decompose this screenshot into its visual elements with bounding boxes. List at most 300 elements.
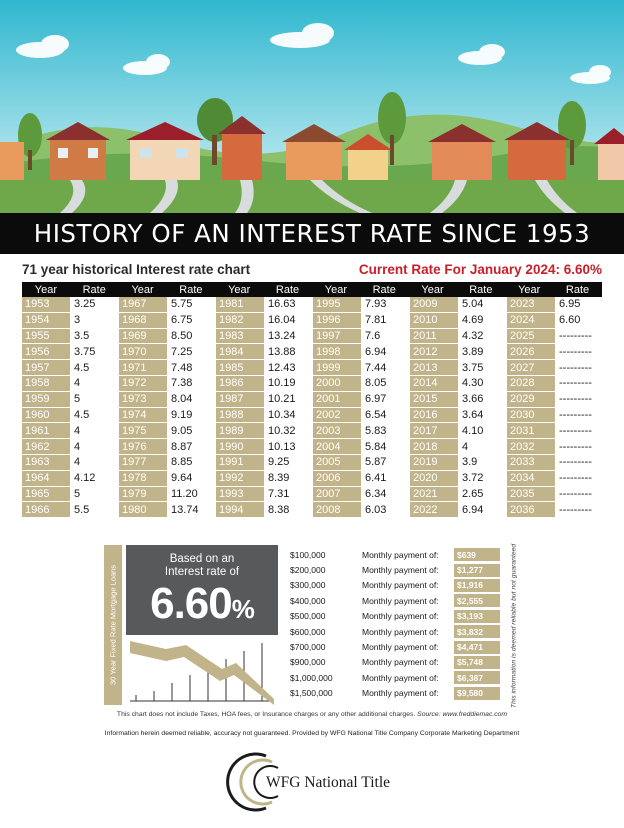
payment-value: $9,580 [454, 687, 500, 700]
payment-value: $3,832 [454, 625, 500, 638]
table-row [410, 487, 507, 503]
year-cell: 1995 [313, 297, 361, 313]
table-column-group [216, 297, 313, 518]
rate-cell: 6.34 [361, 487, 410, 503]
payment-row [290, 624, 520, 639]
rate-cell: 4.10 [458, 423, 507, 439]
year-cell: 2033 [507, 455, 555, 471]
year-cell: 2025 [507, 329, 555, 345]
year-cell: 1953 [22, 297, 70, 313]
loan-type-text: 30 Year Fixed Rate Mortgage Loans [108, 564, 118, 686]
rate-cell: 10.32 [264, 423, 313, 439]
table-row [410, 329, 507, 345]
based-on-text: Based on an Interest rate of [164, 553, 240, 578]
rate-cell: --------- [555, 408, 604, 424]
year-cell: 1996 [313, 313, 361, 329]
payment-row [290, 655, 520, 670]
header-year: Year [34, 283, 58, 296]
rate-cell: 6.41 [361, 471, 410, 487]
table-row [119, 408, 216, 424]
year-cell: 2015 [410, 392, 458, 408]
table-row [216, 487, 313, 503]
rate-cell: 6.60 [555, 313, 604, 329]
table-row [216, 376, 313, 392]
rate-cell: 3.25 [70, 297, 119, 313]
chart-subtitle: 71 year historical Interest rate chart [22, 261, 251, 277]
payment-label: Monthly payment of: [362, 626, 439, 637]
year-cell: 2001 [313, 392, 361, 408]
year-cell: 1980 [119, 502, 167, 518]
payment-row [290, 593, 520, 608]
year-cell: 1989 [216, 423, 264, 439]
year-cell: 2026 [507, 344, 555, 360]
table-row [313, 297, 410, 313]
rate-cell: 3.72 [458, 471, 507, 487]
table-row [216, 423, 313, 439]
rate-cell: 13.74 [167, 502, 216, 518]
year-cell: 1957 [22, 360, 70, 376]
rate-cell: --------- [555, 344, 604, 360]
table-row [507, 344, 604, 360]
rate-cell: 4.30 [458, 376, 507, 392]
payment-row [290, 639, 520, 654]
year-cell: 2014 [410, 376, 458, 392]
table-body [22, 297, 602, 518]
rate-cell: 5.84 [361, 439, 410, 455]
provided-by-note: Information herein deemed reliable, accuracy not guaranteed. Provided by WFG National Title Company Corporate Marketing Department [104, 730, 520, 737]
table-row [507, 329, 604, 345]
year-cell: 1956 [22, 344, 70, 360]
year-cell: 2019 [410, 455, 458, 471]
year-cell: 1955 [22, 329, 70, 345]
rate-table [22, 282, 602, 518]
table-row [507, 297, 604, 313]
rate-cell: 8.50 [167, 329, 216, 345]
table-row [22, 455, 119, 471]
year-cell: 2029 [507, 392, 555, 408]
table-row [216, 439, 313, 455]
rate-cell: 8.39 [264, 471, 313, 487]
year-cell: 2005 [313, 455, 361, 471]
loan-type-label [104, 545, 122, 705]
rate-cell: 4 [70, 455, 119, 471]
rate-cell: 11.20 [167, 487, 216, 503]
year-cell: 1961 [22, 423, 70, 439]
year-cell: 2016 [410, 408, 458, 424]
loan-amount: $500,000 [290, 611, 326, 622]
year-cell: 2018 [410, 439, 458, 455]
table-row [507, 502, 604, 518]
table-row [410, 376, 507, 392]
rate-cell: 6.94 [361, 344, 410, 360]
year-cell: 1959 [22, 392, 70, 408]
rate-cell: 8.04 [167, 392, 216, 408]
rate-cell: --------- [555, 329, 604, 345]
table-row [119, 392, 216, 408]
table-column-group [507, 297, 604, 518]
year-cell: 1986 [216, 376, 264, 392]
loan-amount: $1,000,000 [290, 672, 333, 683]
rate-cell: 5.83 [361, 423, 410, 439]
header-rate: Rate [82, 283, 106, 296]
rate-cell: 5.5 [70, 502, 119, 518]
chart-footnote: This chart does not include Taxes, HOA fees, or Insurance charges or any other additional charges. Source: www.freddiemac.com [116, 711, 508, 718]
payment-row [290, 686, 520, 701]
table-row [119, 439, 216, 455]
rate-cell: 3.5 [70, 329, 119, 345]
header-year: Year [324, 283, 347, 296]
rate-cell: 7.48 [167, 360, 216, 376]
year-cell: 1993 [216, 487, 264, 503]
rate-cell: 3.75 [70, 344, 119, 360]
table-row [22, 408, 119, 424]
year-cell: 1968 [119, 313, 167, 329]
rate-cell: 2.65 [458, 487, 507, 503]
table-row [410, 408, 507, 424]
table-row [410, 297, 507, 313]
year-cell: 1978 [119, 471, 167, 487]
rate-cell: 3.9 [458, 455, 507, 471]
payment-label: Monthly payment of: [362, 611, 439, 622]
table-row [216, 455, 313, 471]
rate-cell: 9.05 [167, 423, 216, 439]
table-column-group [22, 297, 119, 518]
table-row [216, 408, 313, 424]
year-cell: 2022 [410, 502, 458, 518]
rate-cell: --------- [555, 423, 604, 439]
table-row [410, 502, 507, 518]
rate-cell: 7.93 [361, 297, 410, 313]
table-row [313, 408, 410, 424]
rate-cell: 13.88 [264, 344, 313, 360]
current-rate-label: Current Rate For January 2024: 6.60% [358, 261, 602, 277]
payment-row [290, 578, 520, 593]
year-cell: 2035 [507, 487, 555, 503]
rate-cell: 12.43 [264, 360, 313, 376]
table-row [216, 502, 313, 518]
header-rate: Rate [179, 283, 203, 296]
year-cell: 1962 [22, 439, 70, 455]
rate-cell: 4 [70, 376, 119, 392]
table-row [119, 329, 216, 345]
rate-cell: 4 [458, 439, 507, 455]
rate-cell: 10.19 [264, 376, 313, 392]
header-rate: Rate [469, 283, 493, 296]
table-row [216, 329, 313, 345]
table-row [313, 313, 410, 329]
year-cell: 2021 [410, 487, 458, 503]
table-row [22, 344, 119, 360]
table-row [313, 471, 410, 487]
table-row [410, 392, 507, 408]
rate-cell: 5.04 [458, 297, 507, 313]
rate-cell: 4 [70, 423, 119, 439]
rate-cell: 5 [70, 392, 119, 408]
rate-cell: 6.75 [167, 313, 216, 329]
table-row [410, 439, 507, 455]
year-cell: 1999 [313, 360, 361, 376]
table-row [507, 392, 604, 408]
rate-cell: 7.38 [167, 376, 216, 392]
table-row [507, 423, 604, 439]
page-title: HISTORY OF AN INTEREST RATE SINCE 1953 [0, 213, 624, 254]
header-rate: Rate [275, 283, 300, 296]
rate-cell: 8.87 [167, 439, 216, 455]
table-row [410, 455, 507, 471]
subtitle-row [22, 259, 602, 279]
table-row [22, 423, 119, 439]
table-row [22, 376, 119, 392]
payment-row [290, 547, 520, 562]
rate-cell: 3 [70, 313, 119, 329]
payment-row [290, 609, 520, 624]
year-cell: 2007 [313, 487, 361, 503]
year-cell: 2036 [507, 502, 555, 518]
table-row [507, 487, 604, 503]
loan-amount: $300,000 [290, 580, 326, 591]
table-row [119, 471, 216, 487]
year-cell: 2004 [313, 439, 361, 455]
rate-cell: 3.64 [458, 408, 507, 424]
table-row [216, 360, 313, 376]
payment-label: Monthly payment of: [362, 580, 439, 591]
year-cell: 1965 [22, 487, 70, 503]
payment-row [290, 670, 520, 685]
payment-list [290, 543, 520, 709]
table-row [507, 471, 604, 487]
table-row [507, 439, 604, 455]
trend-graphic [126, 635, 278, 707]
table-row [216, 392, 313, 408]
table-row [22, 329, 119, 345]
table-row [22, 360, 119, 376]
big-rate: 6.60% [150, 579, 254, 628]
year-cell: 1975 [119, 423, 167, 439]
loan-amount: $700,000 [290, 642, 326, 653]
table-row [313, 455, 410, 471]
rate-cell: 4.69 [458, 313, 507, 329]
table-row [216, 297, 313, 313]
year-cell: 2013 [410, 360, 458, 376]
year-cell: 2000 [313, 376, 361, 392]
table-header [22, 282, 602, 297]
rate-cell: --------- [555, 455, 604, 471]
year-cell: 2032 [507, 439, 555, 455]
payment-value: $1,916 [454, 579, 500, 592]
table-row [313, 487, 410, 503]
payment-value: $2,555 [454, 594, 500, 607]
rate-cell: 5 [70, 487, 119, 503]
loan-amount: $200,000 [290, 565, 326, 576]
payment-value: $639 [454, 548, 500, 561]
year-cell: 1967 [119, 297, 167, 313]
header-rate: Rate [372, 283, 396, 296]
rate-cell: --------- [555, 392, 604, 408]
rate-cell: 13.24 [264, 329, 313, 345]
rate-cell: 10.34 [264, 408, 313, 424]
header-rate: Rate [565, 283, 590, 296]
table-row [313, 344, 410, 360]
year-cell: 2009 [410, 297, 458, 313]
table-row [410, 423, 507, 439]
rate-cell: 4.5 [70, 408, 119, 424]
table-row [119, 423, 216, 439]
table-row [216, 344, 313, 360]
table-row [22, 392, 119, 408]
table-row [313, 360, 410, 376]
year-cell: 1964 [22, 471, 70, 487]
table-row [119, 297, 216, 313]
year-cell: 2030 [507, 408, 555, 424]
rate-cell: 6.97 [361, 392, 410, 408]
rate-cell: 6.95 [555, 297, 604, 313]
payment-value: $3,193 [454, 610, 500, 623]
hero-illustration [0, 0, 624, 213]
rate-cell: --------- [555, 360, 604, 376]
year-cell: 1990 [216, 439, 264, 455]
logo-text: WFG National Title [266, 774, 391, 791]
rate-cell: 5.75 [167, 297, 216, 313]
table-row [313, 329, 410, 345]
rate-cell: 9.19 [167, 408, 216, 424]
year-cell: 2027 [507, 360, 555, 376]
rate-cell: --------- [555, 502, 604, 518]
table-row [119, 313, 216, 329]
year-cell: 2020 [410, 471, 458, 487]
table-column-group [119, 297, 216, 518]
loan-amount: $600,000 [290, 626, 326, 637]
year-cell: 2034 [507, 471, 555, 487]
loan-amount: $100,000 [290, 549, 326, 560]
table-row [313, 502, 410, 518]
rate-cell: 7.6 [361, 329, 410, 345]
rate-cell: 9.64 [167, 471, 216, 487]
table-row [410, 471, 507, 487]
header-year: Year [228, 283, 251, 296]
year-cell: 1954 [22, 313, 70, 329]
loan-amount: $1,500,000 [290, 688, 333, 699]
table-row [507, 376, 604, 392]
table-row [507, 360, 604, 376]
rate-cell: 4 [70, 439, 119, 455]
payment-label: Monthly payment of: [362, 565, 439, 576]
header-year: Year [518, 283, 541, 296]
rate-cell: 4.12 [70, 471, 119, 487]
rate-cell: 9.25 [264, 455, 313, 471]
rate-cell: --------- [555, 376, 604, 392]
rate-cell: 6.54 [361, 408, 410, 424]
year-cell: 1992 [216, 471, 264, 487]
year-cell: 1987 [216, 392, 264, 408]
year-cell: 2003 [313, 423, 361, 439]
rate-cell: 10.21 [264, 392, 313, 408]
payment-value: $1,277 [454, 564, 500, 577]
rate-cell: 10.13 [264, 439, 313, 455]
year-cell: 1984 [216, 344, 264, 360]
year-cell: 2002 [313, 408, 361, 424]
year-cell: 1966 [22, 502, 70, 518]
payment-value: $5,748 [454, 656, 500, 669]
table-row [22, 471, 119, 487]
year-cell: 2017 [410, 423, 458, 439]
table-row [22, 502, 119, 518]
year-cell: 1969 [119, 329, 167, 345]
rate-cell: 8.05 [361, 376, 410, 392]
table-row [216, 313, 313, 329]
table-row [22, 487, 119, 503]
year-cell: 1972 [119, 376, 167, 392]
rate-cell: --------- [555, 487, 604, 503]
payment-label: Monthly payment of: [362, 688, 439, 699]
rate-cell: 3.66 [458, 392, 507, 408]
rate-cell: 6.03 [361, 502, 410, 518]
rate-cell: 16.04 [264, 313, 313, 329]
table-column-group [313, 297, 410, 518]
year-cell: 1997 [313, 329, 361, 345]
table-row [119, 344, 216, 360]
table-row [410, 360, 507, 376]
year-cell: 2010 [410, 313, 458, 329]
table-row [313, 439, 410, 455]
year-cell: 1988 [216, 408, 264, 424]
header-year: Year [131, 283, 154, 296]
rate-cell: 3.89 [458, 344, 507, 360]
rate-cell: 8.38 [264, 502, 313, 518]
header-year: Year [421, 283, 444, 296]
table-row [22, 439, 119, 455]
table-row [119, 502, 216, 518]
rate-cell: --------- [555, 471, 604, 487]
year-cell: 1971 [119, 360, 167, 376]
payment-label: Monthly payment of: [362, 549, 439, 560]
year-cell: 1981 [216, 297, 264, 313]
payment-label: Monthly payment of: [362, 642, 439, 653]
table-row [216, 471, 313, 487]
year-cell: 1976 [119, 439, 167, 455]
payment-label: Monthly payment of: [362, 595, 439, 606]
year-cell: 1991 [216, 455, 264, 471]
year-cell: 1985 [216, 360, 264, 376]
table-row [119, 376, 216, 392]
rate-cell: 5.87 [361, 455, 410, 471]
year-cell: 1983 [216, 329, 264, 345]
payment-row [290, 562, 520, 577]
rate-cell: 7.31 [264, 487, 313, 503]
year-cell: 2011 [410, 329, 458, 345]
table-row [313, 423, 410, 439]
rate-cell: 16.63 [264, 297, 313, 313]
year-cell: 1979 [119, 487, 167, 503]
year-cell: 2023 [507, 297, 555, 313]
year-cell: 2031 [507, 423, 555, 439]
rate-cell: 7.44 [361, 360, 410, 376]
year-cell: 1970 [119, 344, 167, 360]
table-row [119, 455, 216, 471]
rate-cell: 4.32 [458, 329, 507, 345]
table-column-group [410, 297, 507, 518]
year-cell: 1977 [119, 455, 167, 471]
table-row [313, 376, 410, 392]
rate-cell: 3.75 [458, 360, 507, 376]
table-row [22, 297, 119, 313]
rate-cell: --------- [555, 439, 604, 455]
year-cell: 1974 [119, 408, 167, 424]
payment-label: Monthly payment of: [362, 657, 439, 668]
year-cell: 2008 [313, 502, 361, 518]
table-row [119, 360, 216, 376]
table-row [410, 313, 507, 329]
rate-cell: 4.5 [70, 360, 119, 376]
